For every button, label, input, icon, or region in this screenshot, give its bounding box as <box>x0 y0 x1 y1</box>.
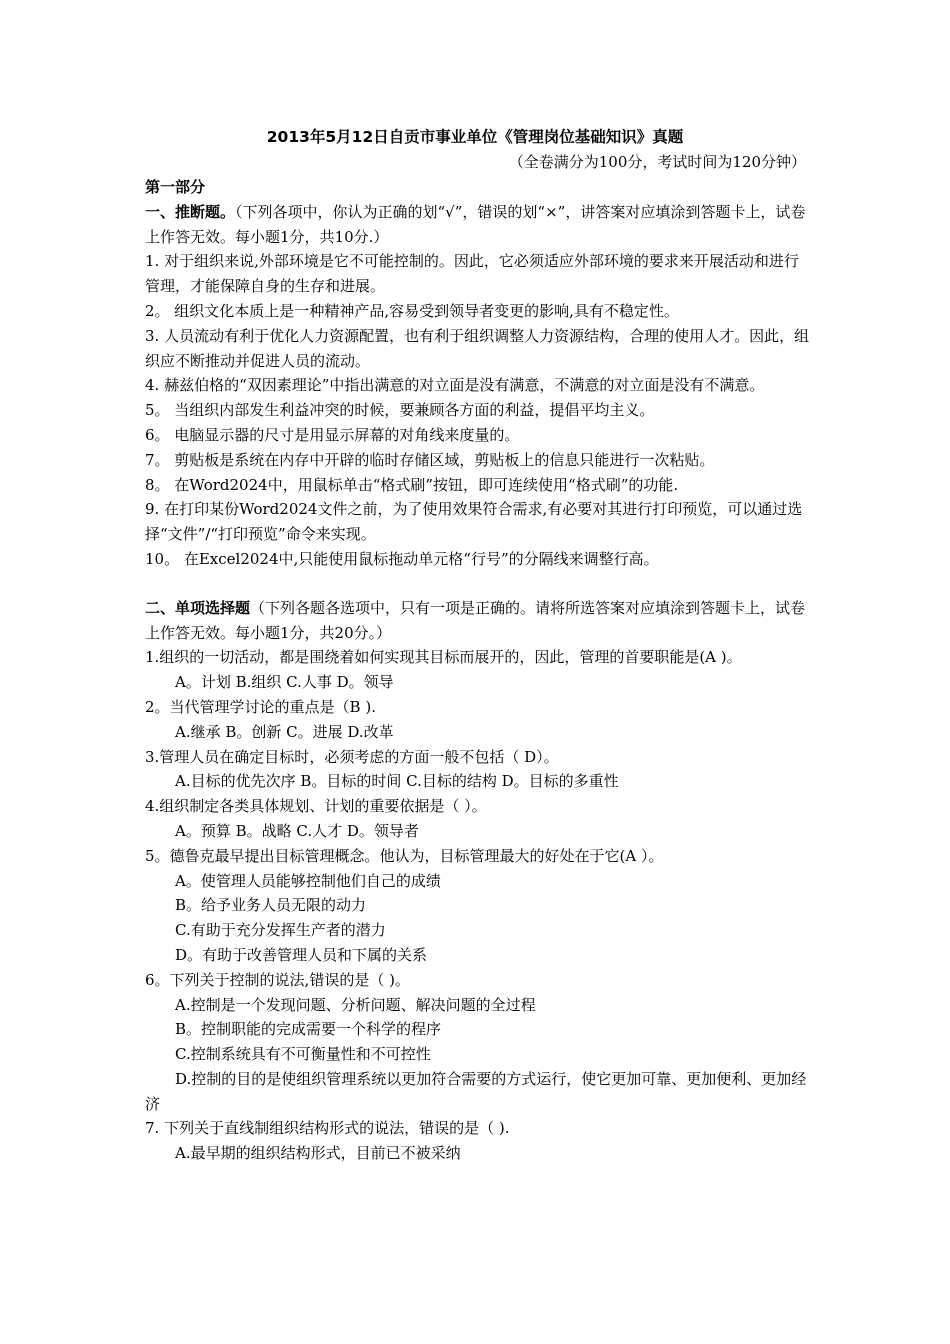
question-6-option-c: C.控制系统具有不可衡量性和不可控性 <box>175 1045 431 1064</box>
section2-intro <box>145 596 810 646</box>
question-2-options: A.继承 B。创新 C。进展 D.改革 <box>175 722 394 741</box>
section2-instruction: （下列各题各选项中，只有一项是正确的。请将所选答案对应填涂到答题卡上，试卷上作答无效。每小题1分，共20分。） <box>145 598 806 642</box>
question-6: 6。下列关于控制的说法,错误的是（ )。 <box>145 970 410 989</box>
question-2: 2。当代管理学讨论的重点是（B ). <box>145 697 376 716</box>
question-7: 7. 下列关于直线制组织结构形式的说法，错误的是（ ). <box>145 1119 510 1138</box>
question-4: 4.组织制定各类具体规划、计划的重要依据是（ ）。 <box>145 797 487 816</box>
question-item: 1. 对于组织来说,外部环境是它不可能控制的。因此，它必须适应外部环境的要求来开展活动和进行管理，才能保障自身的生存和进展。 <box>145 252 799 296</box>
question-item: 6。 电脑显示器的尺寸是用显示屏幕的对角线来度量的。 <box>145 425 520 444</box>
document-body <box>145 175 810 1166</box>
question-item: 8。 在Word2024中，用鼠标单击“格式刷”按钮，即可连续使用“格式刷”的功能. <box>145 475 679 494</box>
question-item: 5。 当组织内部发生利益冲突的时候，要兼顾各方面的利益，提倡平均主义。 <box>145 401 655 420</box>
document-title: 2013年5月12日自贡市事业单位《管理岗位基础知识》真题 <box>266 128 684 146</box>
question-item: 4. 赫兹伯格的“双因素理论”中指出满意的对立面是没有满意，不满意的对立面是没有不满意。 <box>145 376 765 395</box>
section1-intro <box>145 200 810 250</box>
question-5-option-c: C.有助于充分发挥生产者的潜力 <box>175 921 386 940</box>
question-item: 7。 剪贴板是系统在内存中开辟的临时存储区域，剪贴板上的信息只能进行一次粘贴。 <box>145 450 715 469</box>
question-item: 2。 组织文化本质上是一种精神产品,容易受到领导者变更的影响,具有不稳定性。 <box>145 301 679 320</box>
question-6-option-a: A.控制是一个发现问题、分析问题、解决问题的全过程 <box>175 995 536 1014</box>
section2-heading: 二、单项选择题 <box>145 598 251 617</box>
question-1-options: A。计划 B.组织 C.人事 D。领导 <box>175 673 394 692</box>
question-1: 1.组织的一切活动，都是围绕着如何实现其目标而展开的，因此，管理的首要职能是(A )。 <box>145 648 742 667</box>
section-spacer <box>145 572 810 596</box>
question-5-option-a: A。使管理人员能够控制他们自己的成绩 <box>175 871 441 890</box>
document-subtitle: （全卷满分为100分，考试时间为120分钟） <box>508 153 806 171</box>
section1-instruction: （下列各项中，你认为正确的划“√”，错误的划“×”，讲答案对应填涂到答题卡上，试卷上作答无效。每小题1分，共10分.） <box>145 202 806 246</box>
question-7-option-a: A.最早期的组织结构形式，目前已不被采纳 <box>175 1144 461 1163</box>
question-5: 5。德鲁克最早提出目标管理概念。他认为，目标管理最大的好处在于它(A ）。 <box>145 846 664 865</box>
question-6-option-b: B。控制职能的完成需要一个科学的程序 <box>175 1020 442 1039</box>
question-5-option-b: B。给予业务人员无限的动力 <box>175 896 367 915</box>
question-item: 10。 在Excel2024中,只能使用鼠标拖动单元格“行号”的分隔线来调整行高。 <box>145 549 659 568</box>
question-4-options: A。预算 B。战略 C.人才 D。领导者 <box>175 821 419 840</box>
question-3-options: A.目标的优先次序 B。目标的时间 C.目标的结构 D。目标的多重性 <box>175 772 619 791</box>
question-5-option-d: D。有助于改善管理人员和下属的关系 <box>175 945 428 964</box>
question-6-option-d: D.控制的目的是使组织管理系统以更加符合需要的方式运行，使它更加可靠、更加便利、更加经济 <box>145 1069 807 1113</box>
section1-heading: 一、推断题。 <box>145 202 236 221</box>
question-3: 3.管理人员在确定目标时，必须考虑的方面一般不包括（ D）。 <box>145 747 559 766</box>
question-item: 9. 在打印某份Word2024文件之前，为了使用效果符合需求,有必要对其进行打印预览，可以通过选择“文件”/“打印预览”命令来实现。 <box>145 500 803 544</box>
question-item: 3. 人员流动有利于优化人力资源配置，也有利于组织调整人力资源结构，合理的使用人才。因此，组织应不断推动并促进人员的流动。 <box>145 326 810 370</box>
part-heading: 第一部分 <box>145 178 206 196</box>
